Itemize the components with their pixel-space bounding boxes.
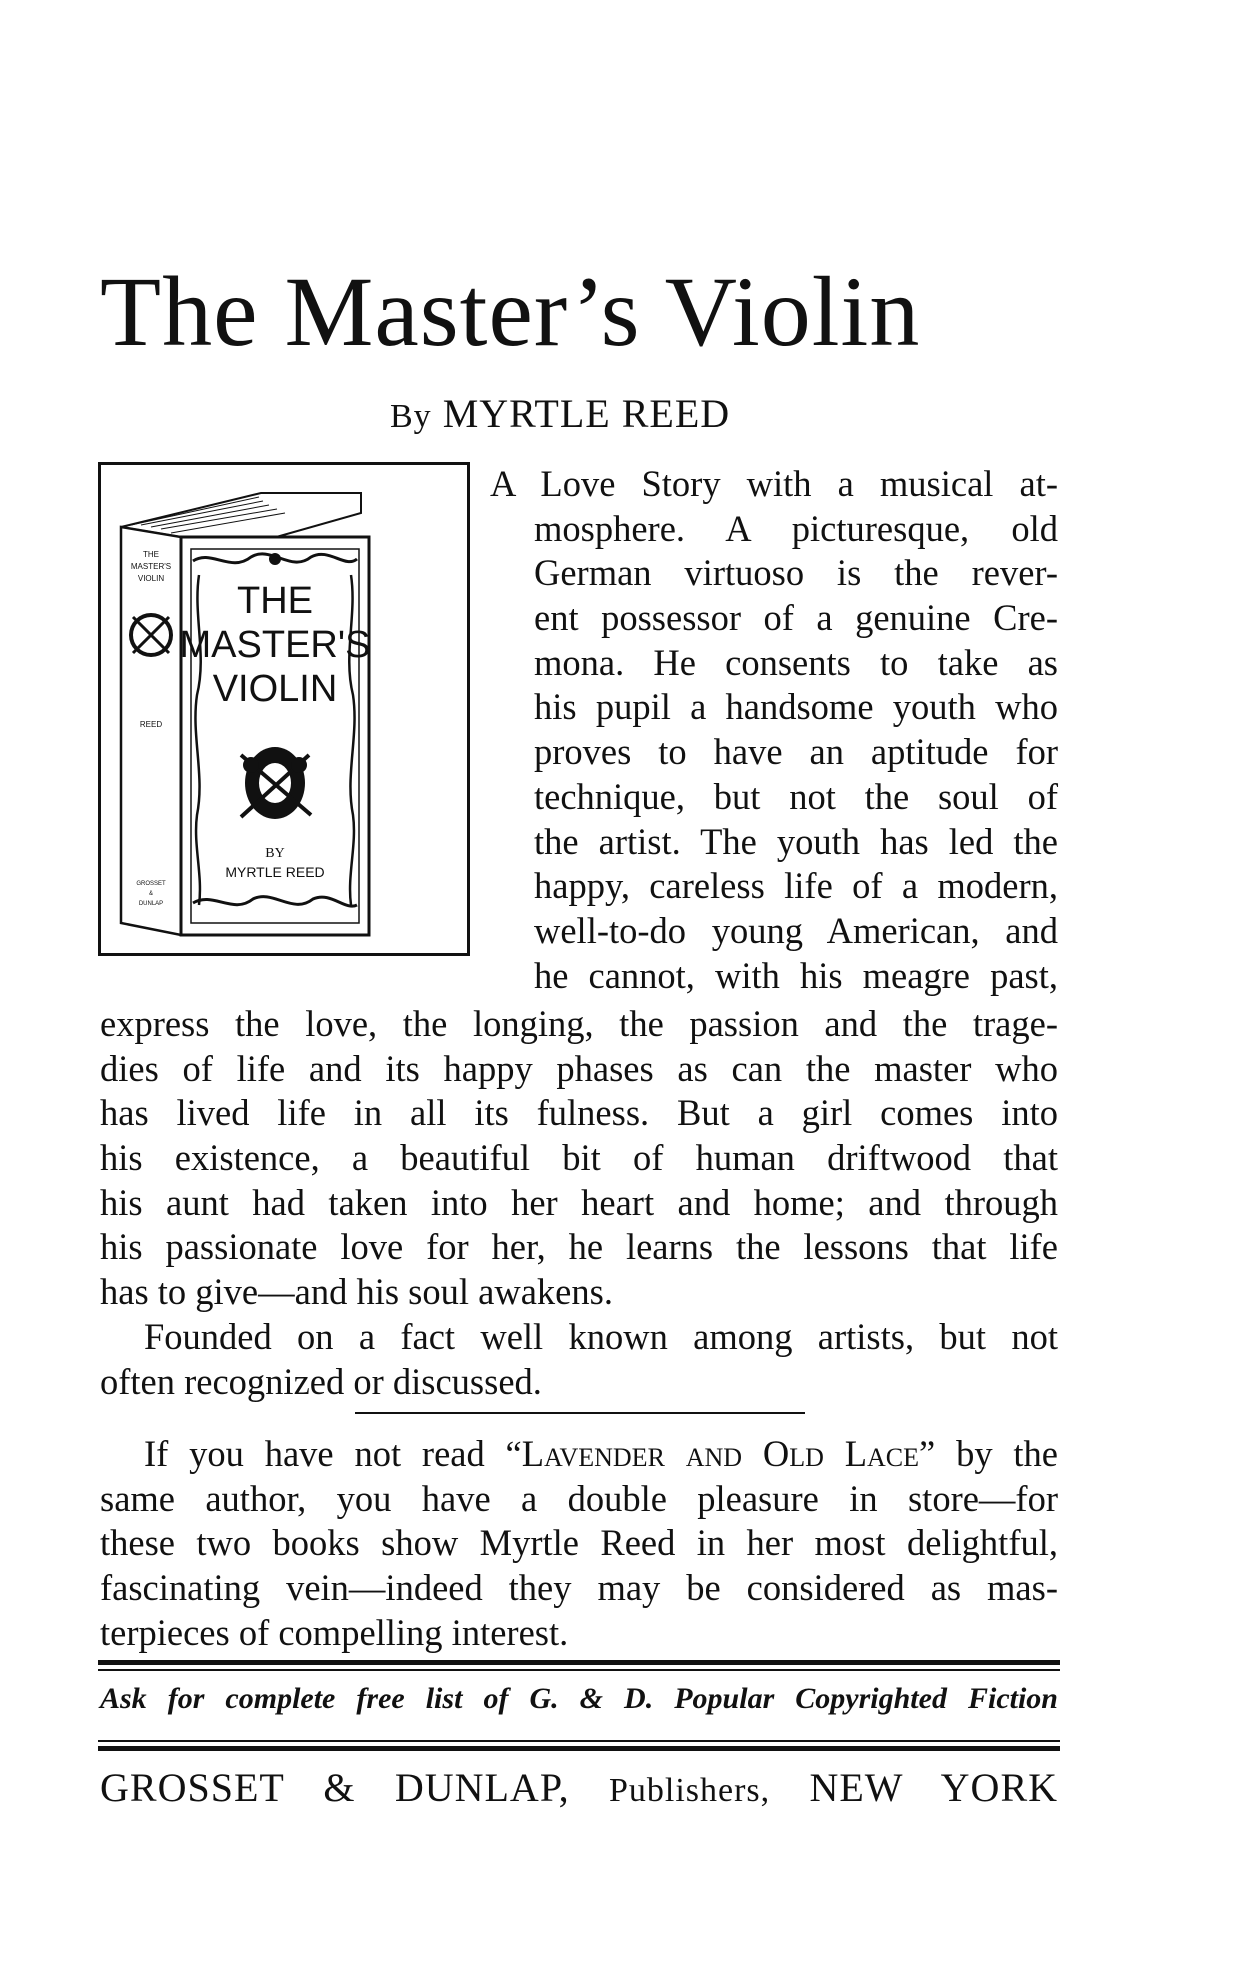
book-title: The Master’s Violin (100, 256, 921, 367)
description-line: his existence, a beautiful bit of human driftwood that (100, 1137, 1058, 1179)
spine-title-1: THE (143, 550, 159, 559)
cover-title-line-2: MASTER'S (179, 624, 371, 666)
footer-rule-bottom-thick (98, 1746, 1060, 1751)
promo-line-1-pre: If you have not read “ (144, 1433, 522, 1474)
description-line: well-to-do young American, and (534, 909, 1058, 951)
description-line: has lived life in all its fulness. But a girl comes into (100, 1092, 1058, 1134)
spine-title-3: VIOLIN (137, 574, 165, 583)
description-line: his passionate love for her, he learns the lessons that life (100, 1226, 1058, 1268)
spine-publisher-2: & (148, 891, 154, 897)
cover-by: BY (265, 846, 285, 861)
description-line: proves to have an aptitude for (534, 731, 1058, 773)
publisher-name: GROSSET & DUNLAP, (100, 1765, 570, 1810)
promo-line: fascinating vein—indeed they may be considered as mas- (100, 1567, 1058, 1609)
promo-line: these two books show Myrtle Reed in her most delightful, (100, 1522, 1058, 1564)
promo-line: terpieces of compelling interest. (100, 1611, 569, 1653)
founded-line: Founded on a fact well known among artists, but not (144, 1315, 1058, 1357)
description-right-column (490, 462, 1058, 998)
cover-title-line-3: VIOLIN (212, 668, 338, 710)
spine-publisher-3: DUNLAP (138, 901, 164, 907)
byline-by: By (390, 398, 432, 435)
promo-book-title: Lavender and Old Lace (521, 1433, 920, 1474)
description-line: happy, careless life of a modern, (534, 865, 1058, 907)
publisher-imprint (100, 1764, 1058, 1811)
publisher-role: Publishers, (608, 1772, 771, 1809)
byline-author: MYRTLE REED (442, 391, 731, 436)
section-divider (355, 1412, 805, 1414)
footer-rule-bottom-thin (98, 1740, 1060, 1742)
violin-ornament-icon (241, 747, 311, 819)
description-line: ent possessor of a genuine Cre- (534, 597, 1058, 639)
cover-author: MYRTLE REED (225, 864, 325, 880)
promo-line: same author, you have a double pleasure in store—for (100, 1477, 1058, 1519)
footer-rule-top-thick (98, 1660, 1060, 1665)
description-line: his pupil a handsome youth who (534, 686, 1058, 728)
promo-paragraph (100, 1432, 1058, 1655)
byline (390, 390, 730, 437)
description-line: his aunt had taken into her heart and home; and through (100, 1181, 1058, 1223)
description-line: mona. He consents to take as (534, 641, 1058, 683)
promo-line-1-post: ” by the (919, 1433, 1058, 1474)
spine-title-2: MASTER'S (130, 562, 172, 571)
footer-rule-top-thin (98, 1669, 1060, 1671)
description-line: express the love, the longing, the passion and the trage- (100, 1003, 1058, 1044)
book-cover-drawing (101, 465, 467, 953)
description-line: technique, but not the soul of (534, 775, 1058, 817)
description-line: the artist. The youth has led the (534, 820, 1058, 862)
cover-title-line-1: THE (237, 580, 313, 622)
description-line: has to give—and his soul awakens. (100, 1271, 613, 1313)
description-line: dies of life and its happy phases as can the master who (100, 1047, 1058, 1089)
description-line: German virtuoso is the rever- (534, 552, 1058, 594)
description-line: mosphere. A picturesque, old (534, 507, 1058, 549)
description-line: he cannot, with his meagre past, (534, 954, 1058, 996)
promo-line (100, 1432, 1058, 1477)
spine-publisher-1: GROSSET (136, 881, 166, 887)
ask-for-list-line: Ask for complete free list of G. & D. Popular Copyrighted Fiction (100, 1682, 1058, 1715)
spine-author: REED (139, 720, 163, 729)
publisher-city: NEW YORK (809, 1765, 1059, 1810)
book-cover-illustration (98, 462, 470, 956)
description-full-width (100, 1002, 1058, 1404)
description-line: A Love Story with a musical at- (490, 463, 1058, 504)
founded-line: often recognized or discussed. (100, 1360, 542, 1402)
